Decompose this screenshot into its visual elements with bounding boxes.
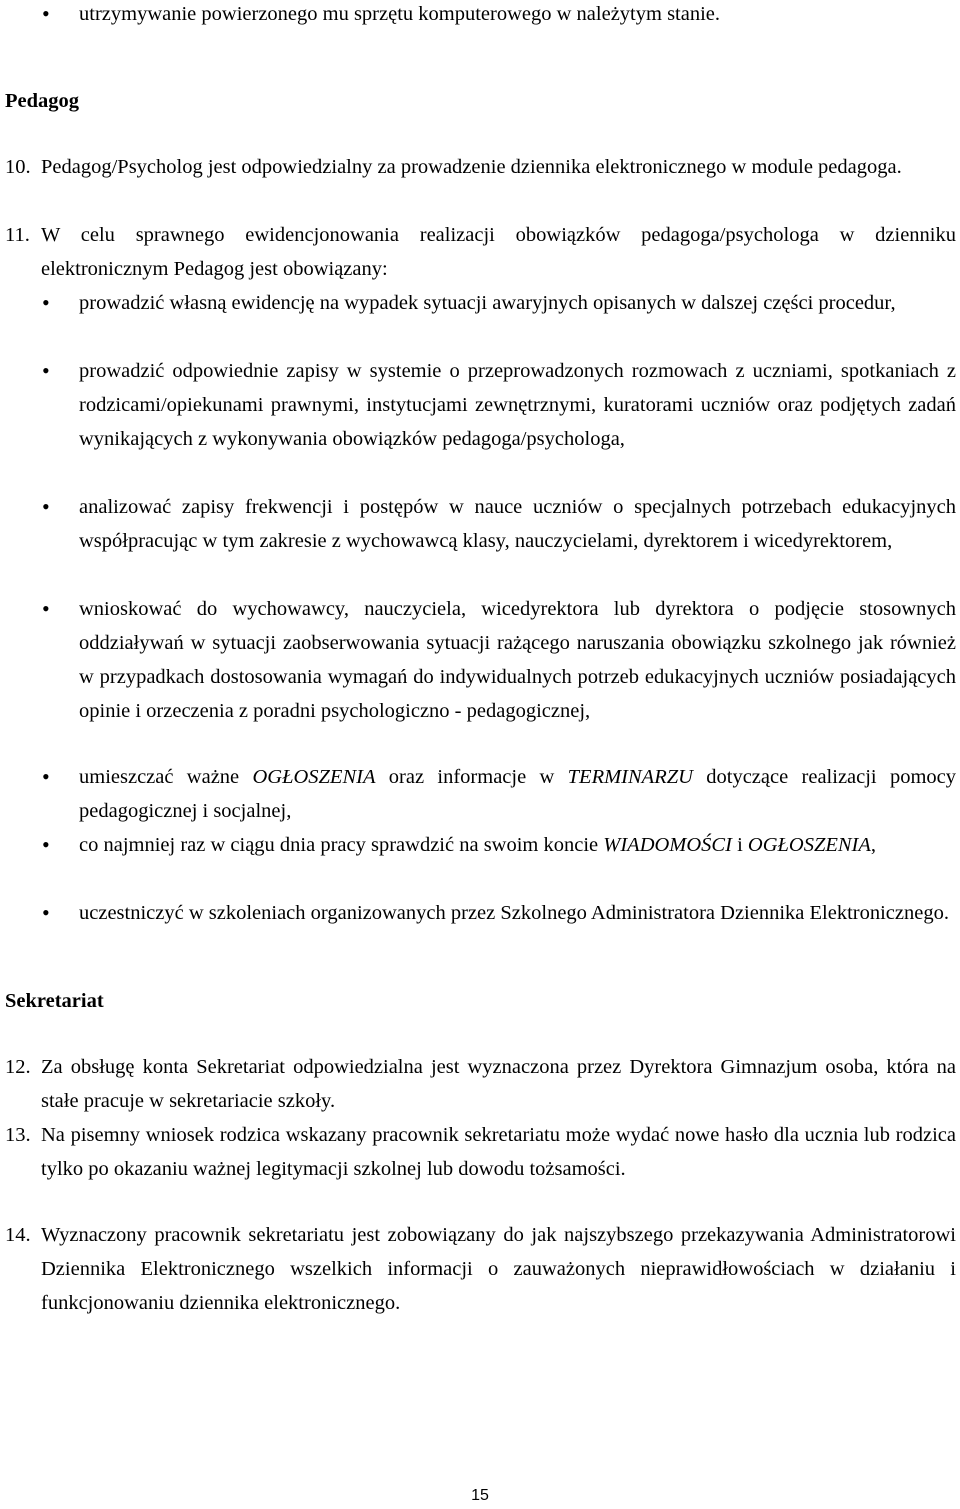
item-number-13: 13. (5, 1124, 31, 1146)
bullet-text-own-records: prowadzić własną ewidencję na wypadek sytuacji awaryjnych opisanych w dalszej części procedur, (79, 292, 896, 314)
item-number-12: 12. (5, 1056, 31, 1078)
bullet-marker: • (42, 900, 50, 925)
text-run: co najmniej raz w ciągu dnia pracy sprawdzić na swoim koncie (79, 834, 604, 856)
item-number-11: 11. (5, 224, 30, 246)
section-heading-sekretariat: Sekretariat (5, 990, 104, 1012)
text-run: i (731, 834, 748, 856)
bullet-marker: • (42, 494, 50, 519)
bullet-marker: • (42, 1, 50, 26)
text-run: umieszczać ważne (79, 766, 253, 788)
bullet-text-training: uczestniczyć w szkoleniach organizowanych przez Szkolnego Administratora Dziennika Elektronicznego. (79, 902, 949, 924)
text-run-italic: OGŁOSZENIA (252, 766, 376, 788)
bullet-text-system-entries: prowadzić odpowiednie zapisy w systemie o przeprowadzonych rozmowach z uczniami, spotkaniach z rodzicami/opiekunami prawnymi, instytucjami zewnętrznymi, kuratorami uczniów oraz podjętych zadań wynikających z wykonywania obowiązków pedagoga/psychologa, (79, 360, 956, 450)
page-number: 15 (471, 1487, 489, 1504)
bullet-text-attendance-analysis: analizować zapisy frekwencji i postępów w nauce uczniów o specjalnych potrzebach edukacyjnych współpracując w tym zakresie z wychowawcą klasy, nauczycielami, dyrektorem i wicedyrektorem, (79, 496, 956, 552)
item-text-11: W celu sprawnego ewidencjonowania realizacji obowiązków pedagoga/psychologa w dzienniku elektronicznym Pedagog jest obowiązany: (41, 224, 956, 280)
item-text-10: Pedagog/Psycholog jest odpowiedzialny za prowadzenie dziennika elektronicznego w module pedagoga. (41, 156, 902, 178)
section-heading-pedagog: Pedagog (5, 90, 80, 112)
bullet-text-announcements (79, 760, 956, 828)
text-run: dotyczące realizacji pomocy pedagogicznej i socjalnej, (79, 766, 956, 822)
item-number-14: 14. (5, 1224, 31, 1246)
text-run: oraz informacje w (375, 766, 568, 788)
bullet-marker: • (42, 764, 50, 789)
bullet-marker: • (42, 832, 50, 857)
item-text-12: Za obsługę konta Sekretariat odpowiedzialna jest wyznaczona przez Dyrektora Gimnazjum osoba, która na stałe pracuje w sekretariacie szkoły. (41, 1056, 956, 1112)
text-run-italic: OGŁOSZENIA (747, 834, 871, 856)
bullet-marker: • (42, 290, 50, 315)
text-run-italic: TERMINARZU (567, 766, 693, 788)
bullet-marker: • (42, 358, 50, 383)
bullet-text-maintenance: utrzymywanie powierzonego mu sprzętu komputerowego w należytym stanie. (79, 3, 721, 25)
item-number-10: 10. (5, 156, 31, 178)
text-run-italic: WIADOMOŚCI (603, 834, 732, 856)
text-run: , (870, 834, 877, 856)
item-text-14: Wyznaczony pracownik sekretariatu jest zobowiązany do jak najszybszego przekazywania Administratorowi Dziennika Elektronicznego wszelkich informacji o zauważonych nieprawidłowościach w działaniu i funkcjonowaniu dziennika elektronicznego. (41, 1224, 956, 1314)
item-text-13: Na pisemny wniosek rodzica wskazany pracownik sekretariatu może wydać nowe hasło dla ucznia lub rodzica tylko po okazaniu ważnej legitymacji szkolnej lub dowodu tożsamości. (41, 1124, 956, 1180)
bullet-text-check-messages (79, 828, 956, 862)
bullet-text-requests: wnioskować do wychowawcy, nauczyciela, wicedyrektora lub dyrektora o podjęcie stosownych oddziaływań w sytuacji zaobserwowania sytuacji rażącego naruszania obowiązku szkolnego jak również w przypadkach dostosowania wymagań do indywidualnych potrzeb edukacyjnych uczniów posiadających opinie i orzeczenia z poradni psychologiczno - pedagogicznej, (79, 598, 956, 722)
bullet-marker: • (42, 596, 50, 621)
